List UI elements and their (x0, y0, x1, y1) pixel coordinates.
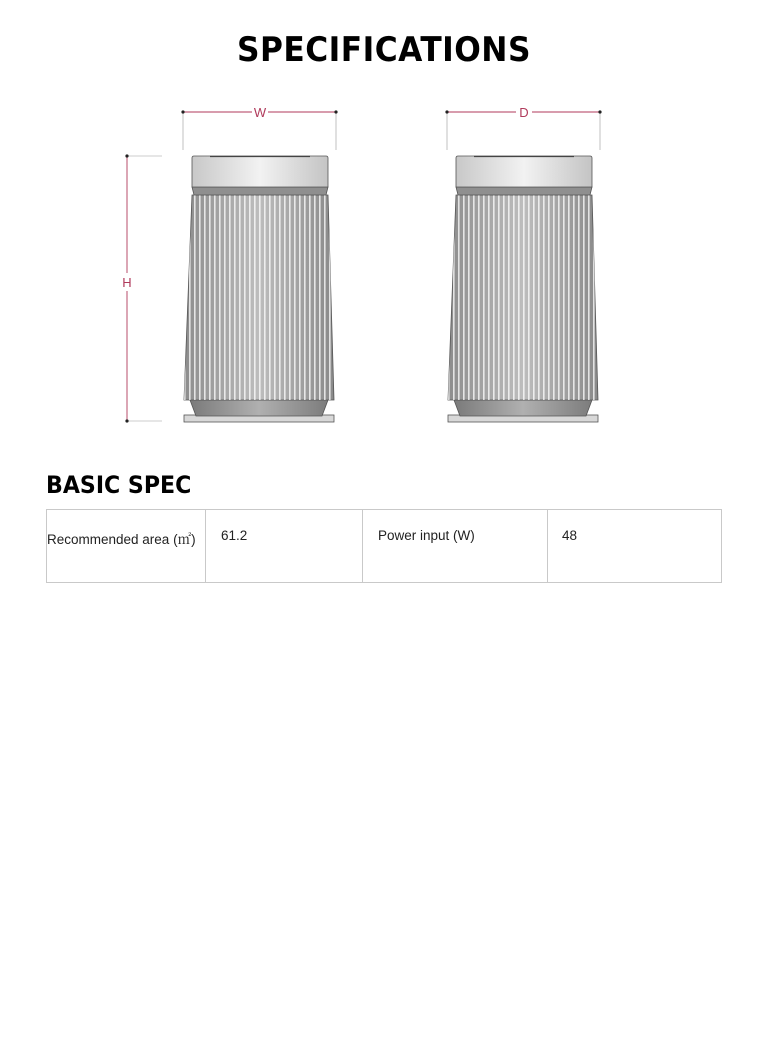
spec-value-power-input: 48 (548, 510, 722, 583)
width-dimension (181, 105, 337, 150)
height-dimension (119, 154, 162, 422)
width-label: W (253, 105, 267, 120)
height-label: H (122, 275, 132, 290)
purifier-side-view (448, 156, 598, 422)
spec-label-recommended-area: Recommended area (㎡) (47, 510, 206, 583)
depth-label: D (519, 105, 529, 120)
basic-spec-table (46, 509, 722, 583)
product-dimension-diagram (0, 95, 768, 435)
spec-label-power-input: Power input (W) (363, 510, 548, 583)
spec-value-recommended-area: 61.2 (206, 510, 363, 583)
section-title-basic-spec: BASIC SPEC (46, 471, 192, 499)
purifier-front-view (184, 156, 334, 422)
table-row (47, 510, 722, 583)
page-title: SPECIFICATIONS (237, 30, 531, 70)
depth-dimension (445, 105, 601, 150)
